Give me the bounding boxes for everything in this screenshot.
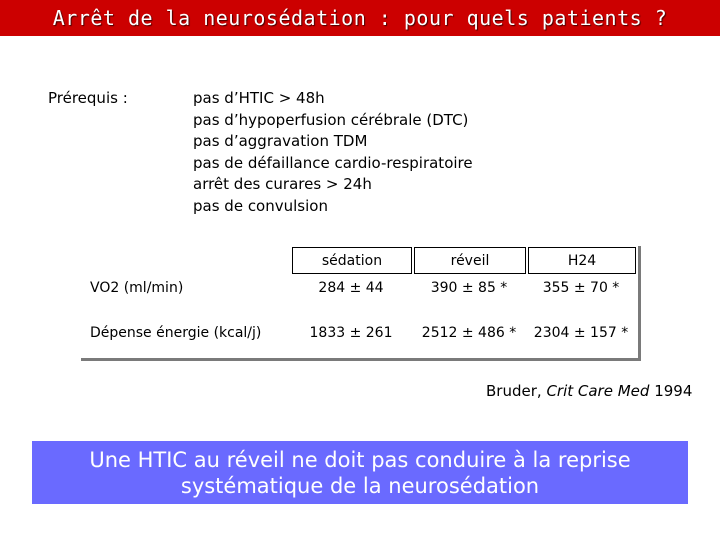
header-sedation: sédation (292, 247, 412, 274)
citation-author: Bruder, (486, 382, 542, 400)
conclusion-text: Une HTIC au réveil ne doit pas conduire à la reprise systématique de la neurosédation (89, 447, 631, 498)
cell-vo2-sedation: 284 ± 44 (318, 280, 384, 296)
cell-energy-reveil: 2512 ± 486 * (421, 325, 517, 341)
row-label-vo2: VO2 (ml/min) (90, 280, 184, 296)
prerequisites-label: Prérequis : (48, 89, 128, 107)
cell-vo2-reveil: 390 ± 85 * (430, 280, 508, 296)
citation (486, 382, 692, 400)
prerequisite-item: pas d’HTIC > 48h (193, 89, 325, 107)
cell-vo2-h24: 355 ± 70 * (542, 280, 620, 296)
citation-journal: Crit Care Med (546, 382, 650, 400)
cell-energy-sedation: 1833 ± 261 (309, 325, 393, 341)
prerequisite-item: pas de défaillance cardio-respiratoire (193, 153, 473, 172)
prerequisite-item: arrêt des curares > 24h (193, 175, 372, 193)
prerequisite-item: pas d’hypoperfusion cérébrale (DTC) (193, 110, 469, 129)
slide-title: Arrêt de la neurosédation : pour quels patients ? (52, 6, 668, 30)
row-label-energy: Dépense énergie (kcal/j) (90, 325, 262, 341)
citation-year: 1994 (654, 382, 693, 400)
conclusion-banner (32, 441, 688, 504)
header-reveil: réveil (414, 247, 526, 274)
cell-energy-h24: 2304 ± 157 * (533, 325, 629, 341)
prerequisite-item: pas de convulsion (193, 196, 328, 215)
prerequisite-item: pas d’aggravation TDM (193, 132, 368, 150)
header-h24: H24 (528, 247, 636, 274)
title-bar (0, 0, 720, 36)
prerequisites-list (193, 88, 473, 217)
